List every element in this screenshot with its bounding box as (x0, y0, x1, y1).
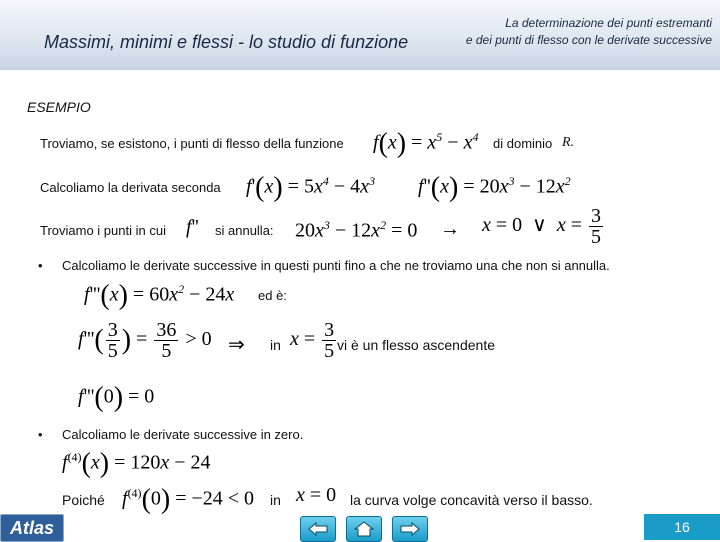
implies-arrow: → (440, 218, 460, 240)
third-derivative-formula: $f'''(x) = 60x^2 - 24x$ (84, 280, 235, 311)
header-subtitle-1: La determinazione dei punti estremanti (505, 16, 712, 30)
header-subtitle-2: e dei punti di flesso con le derivate successive (465, 33, 712, 47)
next-button[interactable] (392, 516, 428, 542)
first-derivative-formula: $f'(x) = 5x^4 - 4x^3$ (246, 172, 376, 203)
fourth-derivative-formula: $f^{(4)}(x) = 120x - 24$ (62, 448, 211, 479)
bullet1-text: Calcoliamo le derivate successive in questi punti fino a che ne troviamo una che non si annulla. (62, 258, 610, 273)
line3-after: si annulla: (215, 223, 274, 238)
x-zero: x = 0 (296, 484, 337, 506)
poiche-text: Poiché (62, 492, 105, 508)
line1-text: Troviamo, se esistono, i punti di flesso della funzione (40, 136, 344, 151)
x-three-fifths: x = $\frac{3}{5}$ (290, 319, 335, 362)
bullet2-text: Calcoliamo le derivate successive in zero. (62, 427, 304, 442)
in-label: in (270, 492, 281, 508)
domain-symbol: R. (562, 135, 575, 150)
bullet-dot-2: • (38, 427, 43, 442)
domain-text: di dominio (493, 136, 553, 151)
ed-e-text: ed è: (258, 288, 287, 303)
arrow-right-icon (400, 522, 420, 536)
double-implies-arrow: ⇒ (228, 334, 245, 356)
line2-text: Calcoliamo la derivata seconda (40, 180, 221, 195)
in-x-label: in (270, 337, 281, 353)
home-button[interactable] (346, 516, 382, 542)
line3-text: Troviamo i punti in cui (40, 223, 166, 238)
home-icon (354, 521, 374, 537)
arrow-left-icon (308, 522, 328, 536)
f-second-symbol: f'' (186, 216, 199, 238)
flesso-text: vi è un flesso ascendente (337, 337, 495, 353)
page-number: 16 (644, 514, 720, 540)
bullet-dot-1: • (38, 258, 43, 273)
third-derivative-at-three-fifths: f'''( $\frac{3}{5}$ ) = $\frac{36}{5}$ > 0 (78, 319, 212, 362)
page-title: Massimi, minimi e flessi - lo studio di funzione (44, 32, 409, 52)
header-bar (0, 0, 720, 70)
function-formula: $f(x) = x^5 - x^4$ (373, 128, 479, 159)
second-derivative-formula: $f''(x) = 20x^3 - 12x^2$ (418, 172, 571, 203)
concavity-text: la curva volge concavità verso il basso. (350, 492, 593, 508)
equation-zero: $20x^3 - 12x^2 = 0$ (295, 218, 418, 242)
atlas-logo: Atlas (0, 514, 64, 542)
prev-button[interactable] (300, 516, 336, 542)
fourth-derivative-at-zero: $f^{(4)}(0) = -24 < 0$ (122, 484, 255, 515)
solutions: x = 0 ∨ x = $\frac{3}{5}$ (482, 205, 601, 248)
third-derivative-at-zero: f'''(0) = 0 (78, 382, 155, 413)
example-label: ESEMPIO (27, 99, 91, 115)
